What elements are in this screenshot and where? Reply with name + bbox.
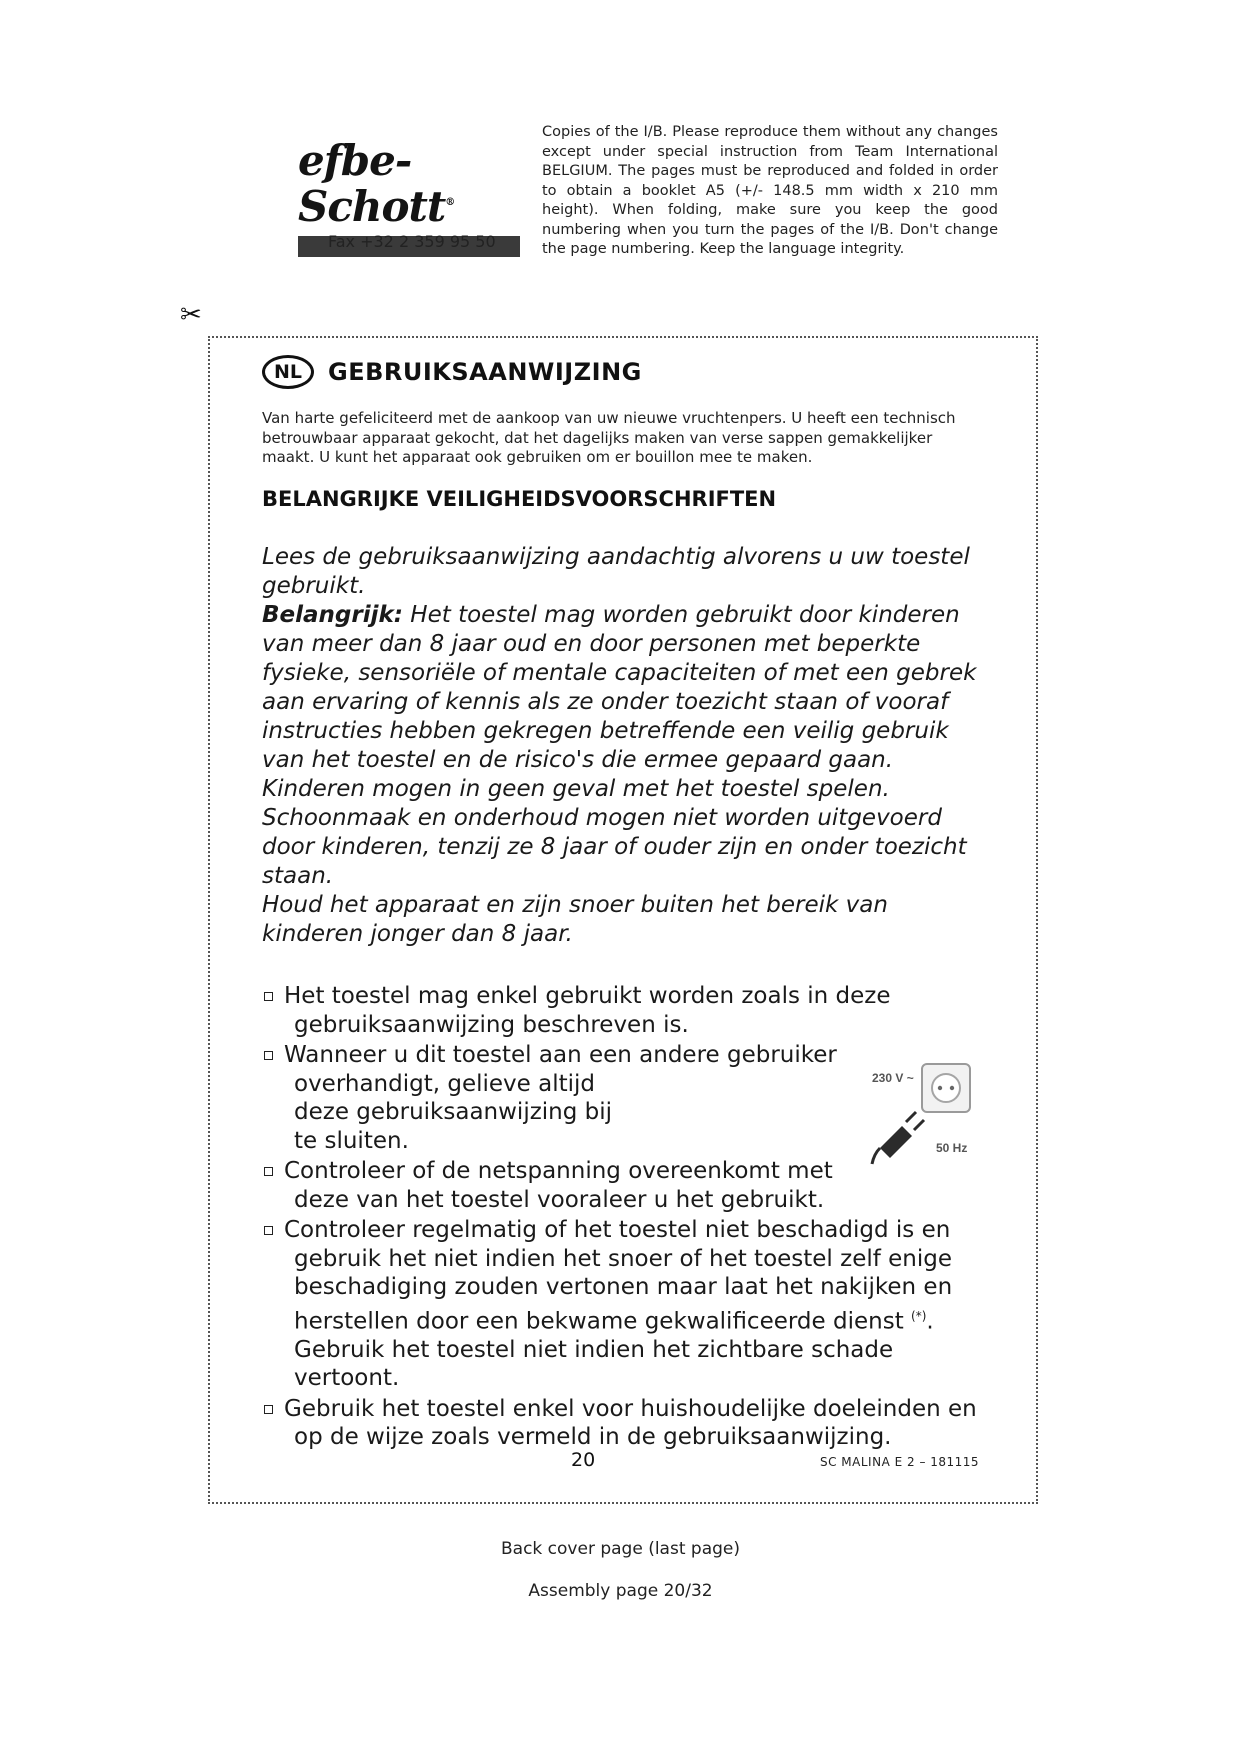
- footnote-marker: (*): [911, 1308, 927, 1323]
- safety-warning: [262, 543, 980, 949]
- page-number: 20: [571, 1449, 596, 1471]
- manual-title: GEBRUIKSAANWIJZING: [328, 358, 642, 386]
- checkbox-bullet-icon: [264, 992, 273, 1001]
- frequency-label: 50 Hz: [936, 1141, 968, 1155]
- language-badge: NL: [262, 355, 314, 389]
- important-paragraph: Belangrijk: Het toestel mag worden gebruikt door kinderen van meer dan 8 jaar oud en door personen met beperkte fysieke, sensoriële of mentale capaciteiten of met een gebrek aan ervaring of kennis als ze onder toezicht staan of vooraf instructies hebben gekregen betreffende een veilig gebruik van het toestel en de risico's die ermee gepaard gaan.: [262, 602, 977, 773]
- power-socket-icon: [870, 1060, 990, 1170]
- logo-wordmark: efbe-Schott®: [298, 136, 455, 231]
- read-first-text: Lees de gebruiksaanwijzing aandachtig alvorens u uw toestel gebruikt.: [262, 544, 970, 599]
- print-instructions: Copies of the I/B. Please reproduce them without any changes except under special instruction from Team International BELGIUM. The pages must be reproduced and folded in order to obtain a booklet A5 (+/- 148.5 mm width x 210 mm height). When folding, make sure you keep the good numbering when you turn the pages of the I/B. Don't change the page numbering. Keep the language integrity.: [542, 124, 998, 257]
- checkbox-bullet-icon: [264, 1405, 273, 1414]
- checkbox-bullet-icon: [264, 1051, 273, 1060]
- model-code: SC MALINA E 2 – 181115: [820, 1455, 980, 1469]
- list-item: Gebruik het toestel enkel voor huishoudelijke doeleinden en op de wijze zoals vermeld in de gebruiksaanwijzing.: [262, 1395, 992, 1452]
- list-item: Wanneer u dit toestel aan een andere gebruiker overhandigt, gelieve altijd deze gebruiksaanwijzing bij te sluiten.: [262, 1041, 884, 1155]
- important-label: Belangrijk:: [262, 602, 403, 628]
- list-item: Controleer regelmatig of het toestel niet beschadigd is en gebruik het niet indien het snoer of het toestel zelf enige beschadiging zouden vertonen maar laat het nakijken en herstellen door een bekwame gekwalificeerde dienst (*). Gebruik het toestel niet indien het zichtbare schade vertoont.: [262, 1216, 992, 1393]
- cleaning-text: Schoonmaak en onderhoud mogen niet worden uitgevoerd door kinderen, tenzij ze 8 jaar of ouder zijn en onder toezicht staan.: [262, 805, 967, 889]
- list-item: Controleer of de netspanning overeenkomt met deze van het toestel vooraleer u het gebruikt.: [262, 1157, 884, 1214]
- checkbox-bullet-icon: [264, 1167, 273, 1176]
- keep-away-text: Houd het apparaat en zijn snoer buiten het bereik van kinderen jonger dan 8 jaar.: [262, 892, 888, 947]
- safety-heading: BELANGRIJKE VEILIGHEIDSVOORSCHRIFTEN: [262, 487, 777, 511]
- footer-cover-note: Back cover page (last page): [501, 1539, 740, 1559]
- safety-list: [262, 982, 992, 1452]
- voltage-label: 230 V ~: [872, 1071, 914, 1085]
- checkbox-bullet-icon: [264, 1226, 273, 1235]
- scissors-icon: ✂: [180, 300, 202, 330]
- footer-assembly-note: Assembly page 20/32: [528, 1581, 713, 1601]
- fax-number: Fax +32 2 359 95 50: [328, 232, 496, 251]
- intro-paragraph: Van harte gefeliciteerd met de aankoop van uw nieuwe vruchtenpers. U heeft een technisch betrouwbaar apparaat gekocht, dat het dagelijks maken van verse sappen gemakkelijker maakt. U kunt het apparaat ook gebruiken om er bouillon mee te maken.: [262, 409, 956, 466]
- list-item: Het toestel mag enkel gebruikt worden zoals in deze gebruiksaanwijzing beschreven is.: [262, 982, 992, 1039]
- children-play-text: Kinderen mogen in geen geval met het toestel spelen.: [262, 776, 890, 802]
